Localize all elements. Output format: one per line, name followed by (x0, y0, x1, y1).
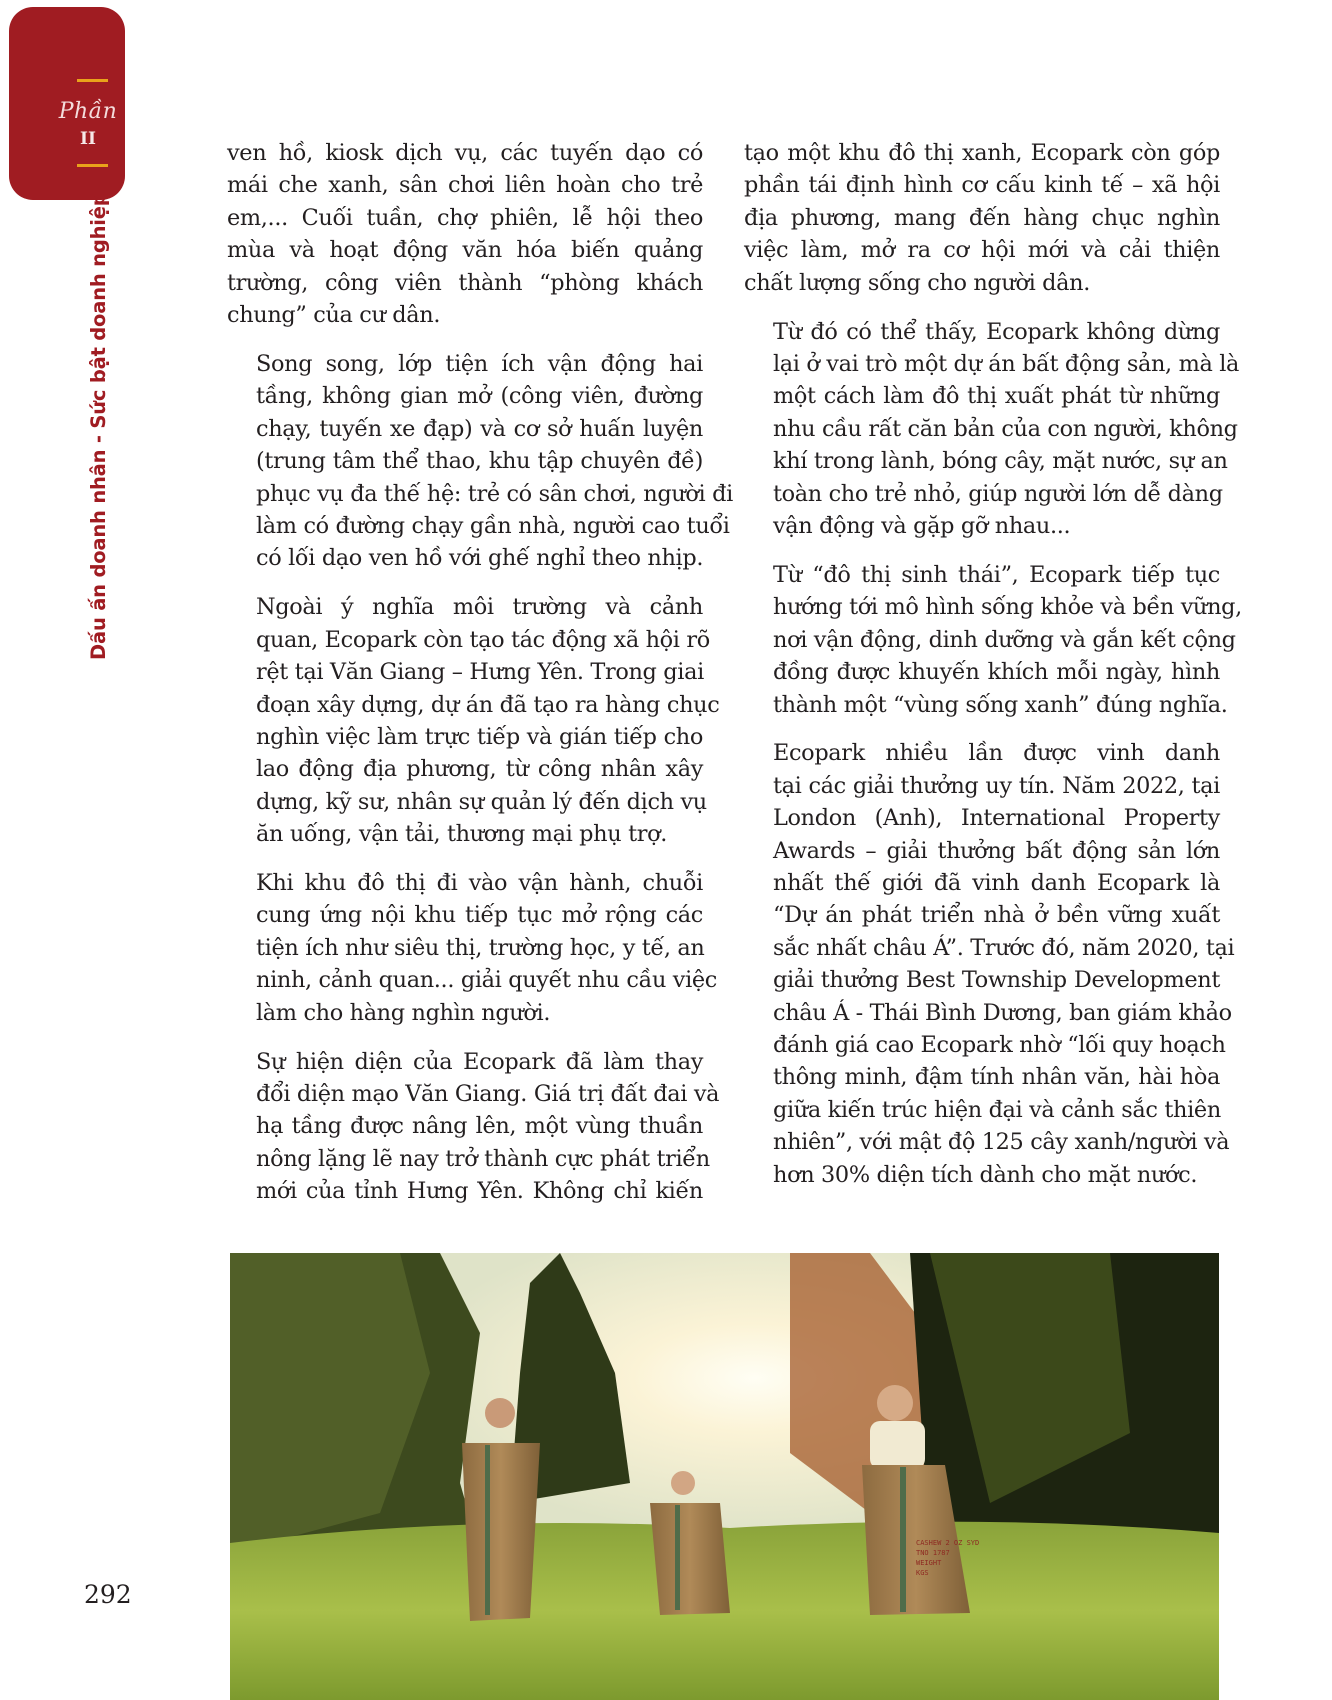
chapter-tab (9, 7, 125, 200)
text-line: hơn 30% diện tích dành cho mặt nước. (773, 1161, 1198, 1188)
left-column (227, 137, 733, 1224)
text-line: em,... Cuối tuần, chợ phiên, lễ hội theo (227, 204, 703, 231)
running-head: Dấu ấn doanh nhân - Sức bật doanh nghiệp (87, 192, 110, 660)
text-line: Khi khu đô thị đi vào vận hành, chuỗi (256, 870, 703, 897)
text-line: khí trong lành, bóng cây, mặt nước, sự an (773, 448, 1228, 475)
text-line: tại các giải thưởng uy tín. Năm 2022, tại (773, 772, 1220, 799)
text-line: chất lượng sống cho người dân. (744, 269, 1091, 296)
text-line: phần tái định hình cơ cấu kinh tế – xã hội (744, 172, 1220, 199)
text-line: London (Anh), International Property (773, 805, 1220, 832)
photo-children-sack-race (230, 1253, 1219, 1700)
text-line: mới của tỉnh Hưng Yên. Không chỉ kiến (256, 1178, 703, 1205)
text-line: Từ đó có thể thấy, Ecopark không dừng (773, 318, 1220, 345)
text-line: ven hồ, kiosk dịch vụ, các tuyến dạo có (227, 140, 703, 166)
text-line: quan, Ecopark còn tạo tác động xã hội rõ (256, 626, 710, 653)
text-line: hạ tầng được nâng lên, một vùng thuần (256, 1113, 703, 1140)
text-line: làm có đường chạy gần nhà, người cao tuổi (256, 512, 730, 539)
chapter-tab-word: Phần (58, 99, 118, 124)
text-line: chạy, tuyến xe đạp) và cơ sở huấn luyện (256, 415, 703, 442)
text-line: châu Á - Thái Bình Dương, ban giám khảo (773, 999, 1232, 1026)
text-line: phục vụ đa thế hệ: trẻ có sân chơi, người đi (256, 480, 733, 507)
text-line: nghìn việc làm trực tiếp và gián tiếp cho (256, 723, 703, 750)
paragraph (227, 591, 720, 850)
text-line: giải thưởng Best Township Development (773, 967, 1220, 994)
text-line: rệt tại Văn Giang – Hưng Yên. Trong giai (256, 659, 704, 686)
text-line: lao động địa phương, từ công nhân xây (256, 756, 703, 783)
paragraph (227, 348, 733, 575)
text-line: việc làm, mở ra cơ hội mới và cải thiện (744, 237, 1220, 264)
text-line: tiện ích như siêu thị, trường học, y tế, an (256, 934, 705, 961)
sack-print-line-4: KGS (916, 1569, 929, 1577)
text-line: ăn uống, vận tải, thương mại phụ trợ. (256, 821, 667, 848)
text-line: Sự hiện diện của Ecopark đã làm thay (256, 1048, 703, 1075)
page-number: 292 (84, 1580, 132, 1609)
text-line: mùa và hoạt động văn hóa biến quảng (227, 237, 703, 264)
paragraph (744, 137, 1220, 299)
paragraph (227, 137, 703, 331)
text-line: đoạn xây dựng, dự án đã tạo ra hàng chục (256, 691, 720, 718)
text-line: vận động và gặp gỡ nhau... (773, 512, 1071, 539)
text-line: dựng, kỹ sư, nhân sự quản lý đến dịch vụ (256, 788, 707, 815)
text-line: sắc nhất châu Á”. Trước đó, năm 2020, tại (773, 934, 1235, 961)
text-line: (trung tâm thể thao, khu tập chuyên đề) (256, 448, 703, 475)
text-line: Song song, lớp tiện ích vận động hai (256, 350, 703, 377)
text-line: làm cho hàng nghìn người. (256, 999, 551, 1026)
paragraph (227, 1046, 720, 1208)
paragraph (744, 316, 1240, 543)
text-line: Từ “đô thị sinh thái”, Ecopark tiếp tục (773, 561, 1220, 588)
text-line: đồng được khuyến khích mỗi ngày, hình (773, 659, 1220, 686)
text-line: nông lặng lẽ nay trở thành cực phát triển (256, 1145, 710, 1172)
text-line: địa phương, mang đến hàng chục nghìn (744, 204, 1220, 231)
text-line: chung” của cư dân. (227, 302, 441, 329)
paragraph (227, 867, 717, 1029)
text-line: nơi vận động, dinh dưỡng và gắn kết cộng (773, 626, 1236, 653)
text-line: ninh, cảnh quan... giải quyết nhu cầu việc (256, 967, 717, 994)
paragraph (744, 737, 1235, 1191)
text-line: Ngoài ý nghĩa môi trường và cảnh (256, 594, 703, 621)
text-line: toàn cho trẻ nhỏ, giúp người lớn dễ dàng (773, 480, 1223, 507)
chapter-tab-bottom-rule (77, 164, 108, 167)
text-line: một cách làm đô thị xuất phát từ những (773, 383, 1220, 410)
photo-illustration (230, 1253, 1219, 1700)
text-line: tầng, không gian mở (công viên, đường (256, 383, 703, 410)
text-line: Ecopark nhiều lần được vinh danh (773, 740, 1220, 767)
text-line: đổi diện mạo Văn Giang. Giá trị đất đai và (256, 1080, 720, 1107)
text-line: cung ứng nội khu tiếp tục mở rộng các (256, 902, 703, 929)
text-line: lại ở vai trò một dự án bất động sản, mà là (773, 350, 1240, 377)
text-line: Awards – giải thưởng bất động sản lớn (773, 837, 1220, 864)
chapter-tab-number: II (80, 129, 96, 149)
text-line: thành một “vùng sống xanh” đúng nghĩa. (773, 691, 1228, 718)
text-line: tạo một khu đô thị xanh, Ecopark còn góp (744, 140, 1220, 166)
text-line: nhiên”, với mật độ 125 cây xanh/người và (773, 1129, 1230, 1156)
paragraph (744, 559, 1242, 721)
text-line: nhất thế giới đã vinh danh Ecopark là (773, 870, 1220, 897)
text-line: có lối dạo ven hồ với ghế nghỉ theo nhịp. (256, 545, 704, 572)
text-line: trường, công viên thành “phòng khách (227, 269, 703, 296)
sack-print-line-1: CASHEW 2 OZ SYD (916, 1539, 980, 1547)
text-line: nhu cầu rất căn bản của con người, không (773, 415, 1238, 442)
text-line: hướng tới mô hình sống khỏe và bền vững, (773, 594, 1242, 621)
text-line: mái che xanh, sân chơi liên hoàn cho trẻ (227, 172, 703, 199)
sack-print-line-2: TNO 1787 (916, 1549, 950, 1557)
sack-print-line-3: WEIGHT (916, 1559, 942, 1567)
chapter-tab-top-rule (77, 79, 108, 82)
right-column (744, 137, 1242, 1208)
text-line: thông minh, đậm tính nhân văn, hài hòa (773, 1064, 1220, 1091)
text-line: giữa kiến trúc hiện đại và cảnh sắc thiên (773, 1096, 1221, 1123)
text-line: đánh giá cao Ecopark nhờ “lối quy hoạch (773, 1032, 1226, 1059)
text-line: “Dự án phát triển nhà ở bền vững xuất (773, 902, 1220, 929)
